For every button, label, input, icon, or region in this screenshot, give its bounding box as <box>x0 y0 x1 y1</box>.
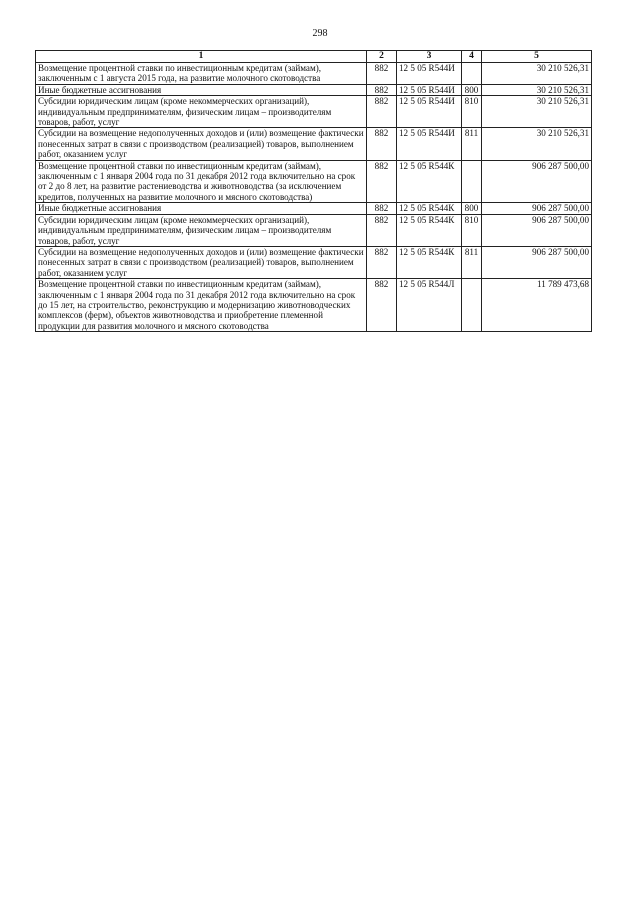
row-target-article: 12 5 05 R544И <box>397 84 462 95</box>
row-amount: 906 287 500,00 <box>482 246 592 278</box>
column-header-amount: 5 <box>482 51 592 63</box>
row-department-code: 882 <box>367 128 397 160</box>
row-name: Возмещение процентной ставки по инвестиционным кредитам (займам), заключенным с 1 января 2004 года по 31 декабря 2012 года включительно на срок от 2 до 8 лет, на развитие растениеводства и животноводства (за исключением кредитов, полученных на развитие молочного и мясного скотоводства) <box>36 160 367 203</box>
row-amount: 30 210 526,31 <box>482 84 592 95</box>
row-expense-type: 800 <box>462 203 482 214</box>
row-department-code: 882 <box>367 279 397 332</box>
row-target-article: 12 5 05 R544И <box>397 63 462 85</box>
column-header-expense-type: 4 <box>462 51 482 63</box>
row-target-article: 12 5 05 R544К <box>397 214 462 246</box>
table-row <box>36 203 592 214</box>
row-expense-type: 811 <box>462 128 482 160</box>
table-row <box>36 84 592 95</box>
row-target-article: 12 5 05 R544К <box>397 160 462 203</box>
row-name: Возмещение процентной ставки по инвестиционным кредитам (займам), заключенным с 1 января 2004 года по 31 декабря 2012 года включительно на срок до 15 лет, на строительство, реконструкцию и модернизацию животноводческих комплексов (ферм), объектов животноводства и приобретение племенной продукции для развития молочного и мясного скотоводства <box>36 279 367 332</box>
row-name: Субсидии юридическим лицам (кроме некоммерческих организаций), индивидуальным предпринимателям, физическим лицам – производителям товаров, работ, услуг <box>36 214 367 246</box>
table-row <box>36 63 592 85</box>
row-amount: 906 287 500,00 <box>482 214 592 246</box>
row-department-code: 882 <box>367 96 397 128</box>
table-row <box>36 160 592 203</box>
table-row <box>36 279 592 332</box>
table-header-row <box>36 51 592 63</box>
row-expense-type <box>462 63 482 85</box>
table-row <box>36 214 592 246</box>
row-target-article: 12 5 05 R544И <box>397 128 462 160</box>
row-amount: 30 210 526,31 <box>482 96 592 128</box>
row-department-code: 882 <box>367 160 397 203</box>
row-expense-type <box>462 279 482 332</box>
row-name: Субсидии на возмещение недополученных доходов и (или) возмещение фактически понесенных затрат в связи с производством (реализацией) товаров, выполнением работ, оказанием услуг <box>36 128 367 160</box>
row-amount: 30 210 526,31 <box>482 128 592 160</box>
column-header-department: 2 <box>367 51 397 63</box>
row-target-article: 12 5 05 R544И <box>397 96 462 128</box>
row-department-code: 882 <box>367 246 397 278</box>
row-amount: 906 287 500,00 <box>482 160 592 203</box>
row-target-article: 12 5 05 R544К <box>397 246 462 278</box>
row-expense-type: 811 <box>462 246 482 278</box>
row-name: Иные бюджетные ассигнования <box>36 203 367 214</box>
row-amount: 11 789 473,68 <box>482 279 592 332</box>
row-expense-type: 810 <box>462 96 482 128</box>
row-amount: 906 287 500,00 <box>482 203 592 214</box>
row-target-article: 12 5 05 R544Л <box>397 279 462 332</box>
column-header-name: 1 <box>36 51 367 63</box>
row-expense-type <box>462 160 482 203</box>
page-number: 298 <box>312 28 328 39</box>
row-expense-type: 810 <box>462 214 482 246</box>
budget-table <box>35 50 592 332</box>
row-department-code: 882 <box>367 203 397 214</box>
table-row <box>36 96 592 128</box>
row-name: Субсидии юридическим лицам (кроме некоммерческих организаций), индивидуальным предпринимателям, физическим лицам – производителям товаров, работ, услуг <box>36 96 367 128</box>
row-amount: 30 210 526,31 <box>482 63 592 85</box>
row-department-code: 882 <box>367 84 397 95</box>
row-department-code: 882 <box>367 63 397 85</box>
row-name: Возмещение процентной ставки по инвестиционным кредитам (займам), заключенным с 1 августа 2015 года, на развитие молочного скотоводства <box>36 63 367 85</box>
row-target-article: 12 5 05 R544К <box>397 203 462 214</box>
row-department-code: 882 <box>367 214 397 246</box>
row-expense-type: 800 <box>462 84 482 95</box>
column-header-target-article: 3 <box>397 51 462 63</box>
row-name: Иные бюджетные ассигнования <box>36 84 367 95</box>
table-row <box>36 128 592 160</box>
table-row <box>36 246 592 278</box>
row-name: Субсидии на возмещение недополученных доходов и (или) возмещение фактически понесенных затрат в связи с производством (реализацией) товаров, выполнением работ, оказанием услуг <box>36 246 367 278</box>
